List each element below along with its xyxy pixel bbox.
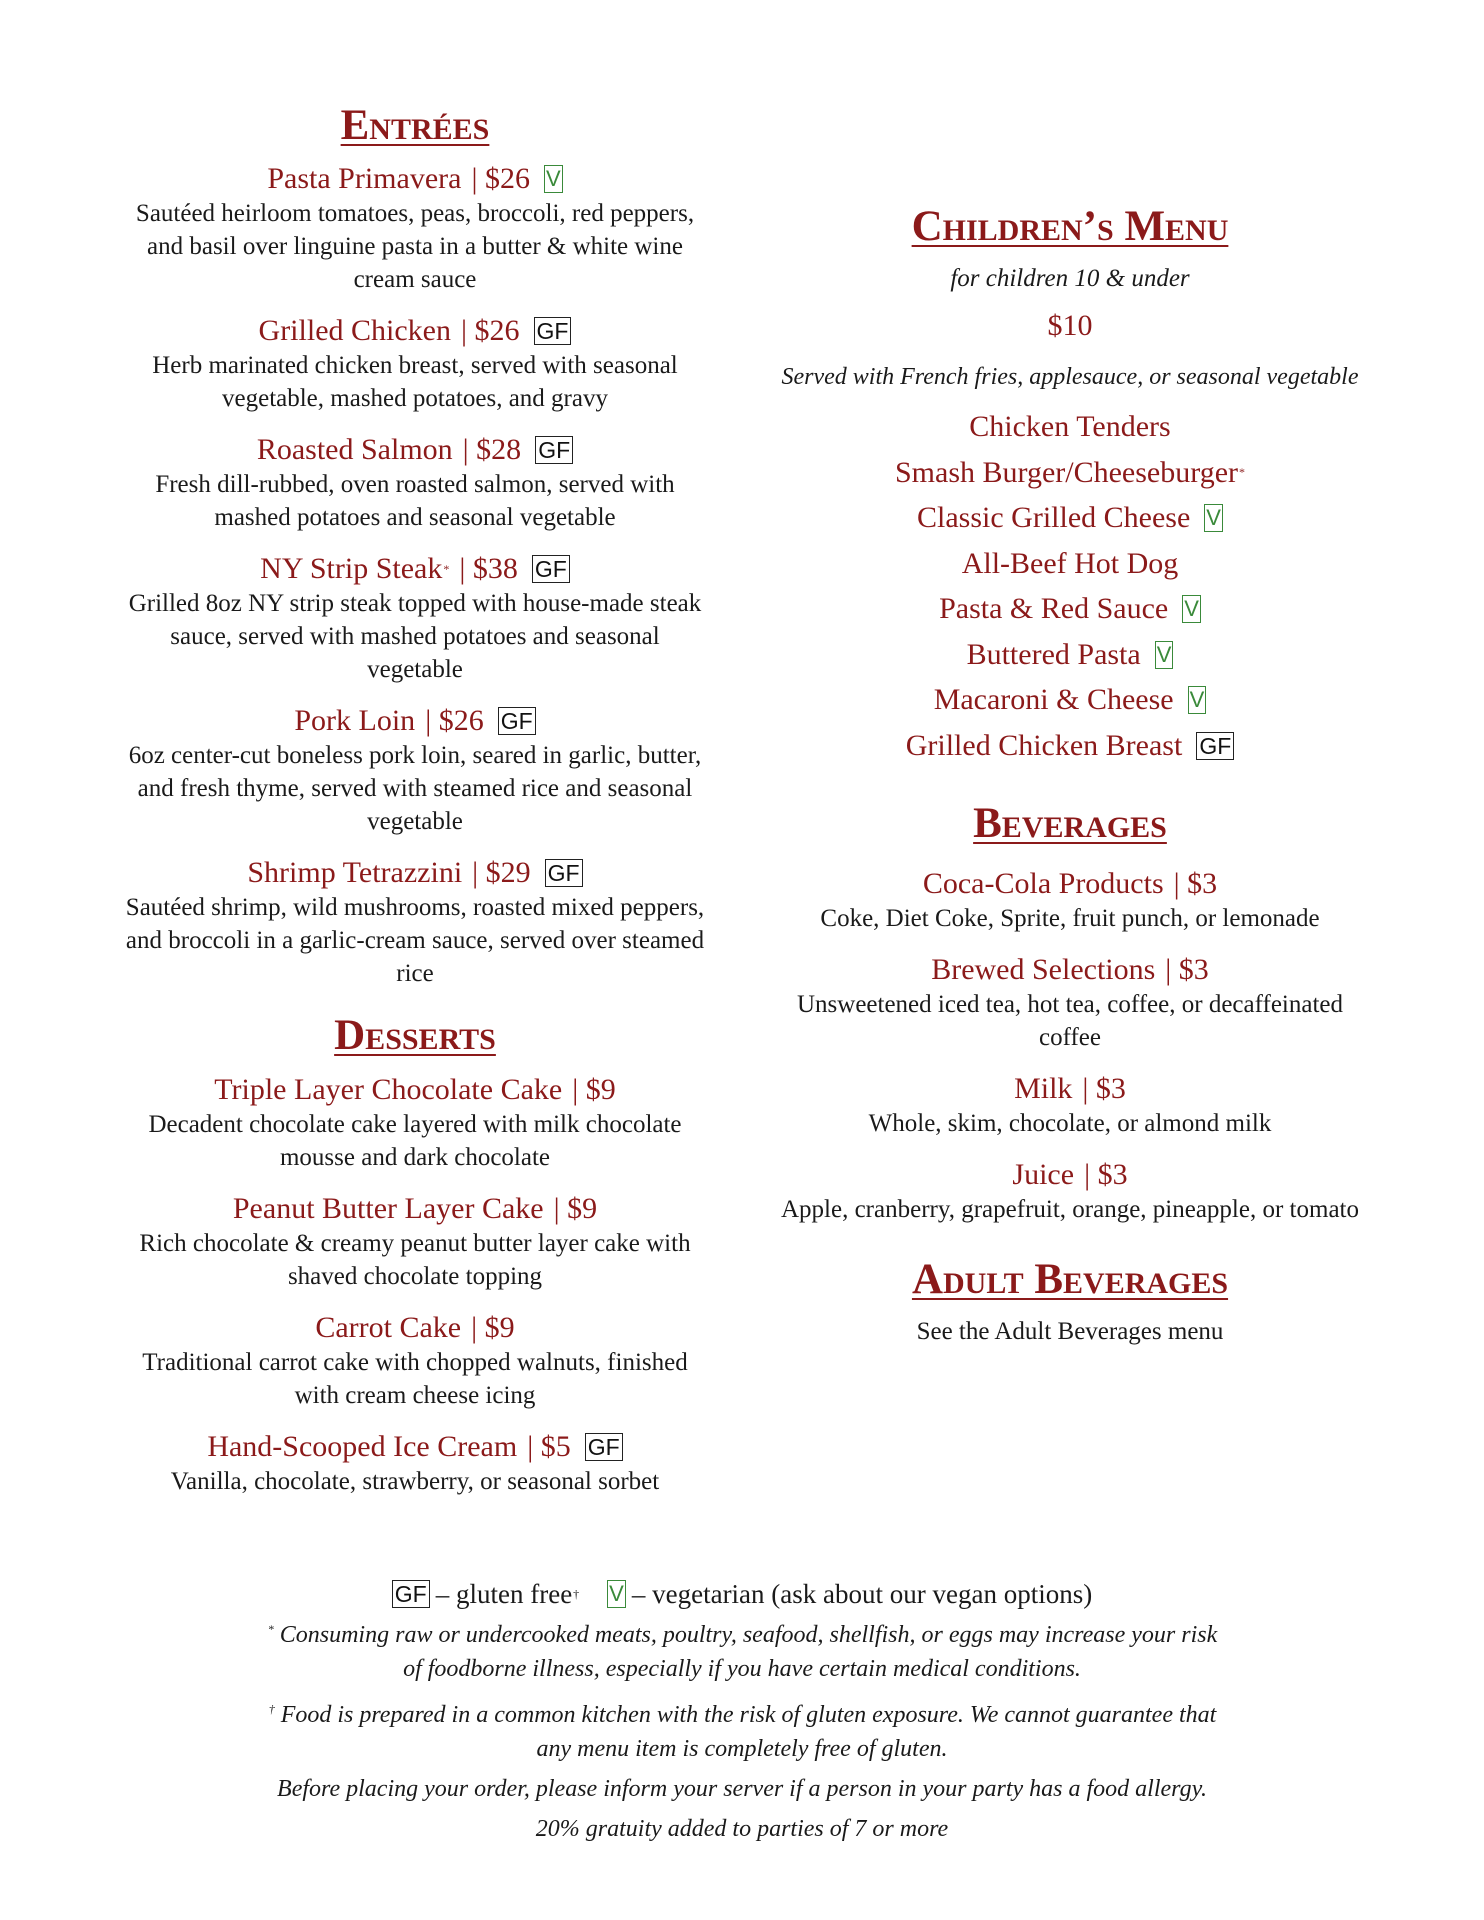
right-column xyxy=(780,203,1360,1348)
menu-item-name: Coca-Cola Products xyxy=(922,866,1164,900)
menu-item-heading xyxy=(1012,1157,1127,1193)
asterisk-mark: * xyxy=(1239,464,1245,479)
menu-item-price: | $3 xyxy=(1165,952,1209,986)
menu-item-heading xyxy=(267,161,562,197)
entrees-list xyxy=(120,161,710,990)
raw-food-warning xyxy=(262,1612,1222,1686)
footer xyxy=(0,1576,1484,1846)
menu-item-description: Grilled 8oz NY strip steak topped with house-made steak sauce, served with mashed potatoes and seasonal vegetable xyxy=(128,590,702,684)
menu-item-description: Coke, Diet Coke, Sprite, fruit punch, or lemonade xyxy=(820,904,1320,932)
vegetarian-badge: V xyxy=(1206,505,1221,531)
childrens-price: $10 xyxy=(1047,309,1093,343)
beverages-title: Beverages xyxy=(973,800,1167,848)
vegetarian-badge: V xyxy=(609,1581,624,1606)
menu-item-description: Vanilla, chocolate, strawberry, or seasonal sorbet xyxy=(170,1467,660,1495)
menu-item-price: | $9 xyxy=(471,1310,515,1344)
menu-item-price: | $3 xyxy=(1084,1157,1128,1191)
gf-badge: GF xyxy=(585,1433,623,1461)
childrens-item-name: Buttered Pasta xyxy=(966,637,1141,671)
menu-item-name: Grilled Chicken xyxy=(258,314,451,348)
menu-item-name: Juice xyxy=(1012,1157,1075,1191)
menu-item-heading xyxy=(1014,1071,1126,1107)
menu-item-description: 6oz center-cut boneless pork loin, seared in garlic, butter, and fresh thyme, served with steamed rice and seasonal vegetable xyxy=(128,742,702,836)
beverages-list xyxy=(780,866,1360,1226)
menu-item-description: Fresh dill-rubbed, oven roasted salmon, served with mashed potatoes and seasonal vegetable xyxy=(155,471,675,532)
entrees-title: Entrées xyxy=(340,102,490,149)
vegetarian-badge: V xyxy=(545,166,561,192)
childrens-item-name: Classic Grilled Cheese xyxy=(917,501,1191,535)
menu-item-heading xyxy=(214,1072,615,1108)
menu-item-description: Sautéed heirloom tomatoes, peas, broccoli, red peppers, and basil over linguine pasta in a butter & white wine cream sauce xyxy=(135,200,695,294)
menu-item xyxy=(780,866,1360,935)
menu-item-name: Pork Loin xyxy=(294,704,416,738)
legend xyxy=(0,1576,1484,1612)
menu-item-heading xyxy=(260,551,570,587)
menu-item-price: | $28 xyxy=(462,433,522,467)
menu-item-heading xyxy=(931,952,1209,988)
menu-item xyxy=(780,1157,1360,1226)
menu-item-name: Pasta Primavera xyxy=(267,162,462,196)
menu-item-name: Hand-Scooped Ice Cream xyxy=(207,1429,518,1463)
gluten-warning xyxy=(262,1692,1222,1766)
asterisk-mark: * xyxy=(267,1622,274,1636)
menu-item-description: Whole, skim, chocolate, or almond milk xyxy=(868,1109,1272,1137)
menu-item-name: Carrot Cake xyxy=(315,1310,462,1344)
menu-item-price: | $9 xyxy=(553,1191,598,1225)
menu-item-heading xyxy=(207,1429,622,1465)
menu-item xyxy=(120,1072,710,1174)
menu-item xyxy=(120,855,710,990)
menu-item-description: Rich chocolate & creamy peanut butter layer cake with shaved chocolate topping xyxy=(139,1229,691,1290)
menu-item-price: | $5 xyxy=(527,1429,571,1463)
childrens-item-name: Chicken Tenders xyxy=(969,410,1171,444)
menu-item-description: Decadent chocolate cake layered with milk chocolate mousse and dark chocolate xyxy=(148,1110,682,1171)
menu-item-name: NY Strip Steak xyxy=(260,552,443,586)
menu-item-price: | $3 xyxy=(1082,1071,1126,1105)
gf-badge: GF xyxy=(532,555,570,583)
menu-item-name: Milk xyxy=(1014,1071,1073,1105)
menu-item-description: Sautéed shrimp, wild mushrooms, roasted mixed peppers, and broccoli in a garlic-cream sauce, served over steamed rice xyxy=(125,894,705,988)
menu-item-heading xyxy=(294,703,535,739)
childrens-menu-title: Children’s Menu xyxy=(911,203,1229,250)
gratuity-note: 20% gratuity added to parties of 7 or more xyxy=(535,1816,949,1842)
menu-item-heading xyxy=(257,432,573,468)
menu-item-description: Apple, cranberry, grapefruit, orange, pineapple, or tomato xyxy=(780,1195,1359,1223)
childrens-menu-item xyxy=(780,495,1360,541)
menu-item-description: Traditional carrot cake with chopped walnuts, finished with cream cheese icing xyxy=(142,1348,688,1409)
menu-item-name: Shrimp Tetrazzini xyxy=(247,856,463,890)
dagger-mark-2: † xyxy=(268,1702,275,1716)
menu-item-price: | $29 xyxy=(472,856,531,890)
vegetarian-badge: V xyxy=(1184,596,1199,622)
desserts-title: Desserts xyxy=(334,1012,496,1060)
childrens-item-name: Smash Burger/Cheeseburger xyxy=(895,455,1238,489)
childrens-menu-item xyxy=(780,404,1360,450)
raw-food-warning-text: Consuming raw or undercooked meats, poultry, seafood, shellfish, or eggs may increase your risk of foodborne illness, especially if you have certain medical conditions. xyxy=(279,1622,1218,1682)
menu-item xyxy=(120,1429,710,1498)
adult-beverages-title: Adult Beverages xyxy=(911,1255,1229,1303)
childrens-age-note: for children 10 & under xyxy=(950,265,1190,293)
gf-badge: GF xyxy=(392,1580,430,1608)
menu-item-name: Peanut Butter Layer Cake xyxy=(232,1191,544,1225)
left-column xyxy=(120,102,710,1515)
menu-item xyxy=(780,1071,1360,1140)
gf-badge: GF xyxy=(535,436,573,464)
menu-item-name: Roasted Salmon xyxy=(256,433,453,467)
desserts-list xyxy=(120,1072,710,1498)
menu-item-name: Triple Layer Chocolate Cake xyxy=(214,1072,563,1106)
menu-item-heading xyxy=(315,1310,514,1346)
menu-item xyxy=(780,952,1360,1054)
vegetarian-badge: V xyxy=(1156,641,1172,667)
childrens-item-name: Pasta & Red Sauce xyxy=(939,592,1169,626)
menu-item xyxy=(120,313,710,415)
childrens-menu-item xyxy=(780,586,1360,632)
gf-badge: GF xyxy=(545,859,583,887)
menu-item-heading xyxy=(259,313,572,349)
childrens-item-name: All-Beef Hot Dog xyxy=(961,546,1179,580)
menu-item-heading xyxy=(247,855,582,891)
menu-item xyxy=(120,551,710,686)
asterisk-mark: * xyxy=(443,562,450,577)
childrens-menu-item xyxy=(780,632,1360,678)
childrens-menu-item xyxy=(780,677,1360,723)
childrens-menu-item xyxy=(780,450,1360,496)
menu-item-price: | $9 xyxy=(572,1072,616,1106)
allergy-note: Before placing your order, please inform your server if a person in your party has a food allergy. xyxy=(277,1776,1207,1802)
menu-item-description: Unsweetened iced tea, hot tea, coffee, or decaffeinated coffee xyxy=(796,990,1343,1051)
menu-item-price: | $26 xyxy=(425,704,484,738)
childrens-menu-item xyxy=(780,541,1360,587)
gf-legend-text: – gluten free xyxy=(435,1579,573,1609)
menu-item xyxy=(120,1310,710,1412)
menu-item xyxy=(120,161,710,296)
gf-badge: GF xyxy=(498,707,536,735)
menu-item-price: | $26 xyxy=(471,162,530,196)
gluten-warning-text: Food is prepared in a common kitchen with the risk of gluten exposure. We cannot guarantee that any menu item is completely free of gluten. xyxy=(280,1702,1217,1762)
menu-item xyxy=(120,1191,710,1293)
menu-item-heading xyxy=(233,1191,597,1227)
menu-item-description: Herb marinated chicken breast, served with seasonal vegetable, mashed potatoes, and gravy xyxy=(152,352,678,413)
menu-item xyxy=(120,432,710,534)
childrens-served-with: Served with French fries, applesauce, or seasonal vegetable xyxy=(781,364,1359,391)
vegetarian-badge: V xyxy=(1189,687,1205,713)
childrens-item-name: Grilled Chicken Breast xyxy=(905,728,1183,762)
gf-badge: GF xyxy=(534,317,572,345)
menu-item xyxy=(120,703,710,838)
gf-badge: GF xyxy=(1196,732,1234,760)
menu-item-name: Brewed Selections xyxy=(931,952,1156,986)
menu-item-price: | $38 xyxy=(459,552,518,586)
menu-item-price: | $3 xyxy=(1173,866,1218,900)
childrens-menu-item xyxy=(780,723,1360,769)
adult-beverages-note: See the Adult Beverages menu xyxy=(916,1317,1224,1345)
childrens-item-name: Macaroni & Cheese xyxy=(933,683,1174,717)
dagger-mark: † xyxy=(573,1587,580,1601)
v-legend-text: – vegetarian (ask about our vegan options) xyxy=(631,1579,1093,1609)
menu-item-price: | $26 xyxy=(460,314,520,348)
menu-item-heading xyxy=(923,866,1217,902)
childrens-list xyxy=(780,404,1360,768)
